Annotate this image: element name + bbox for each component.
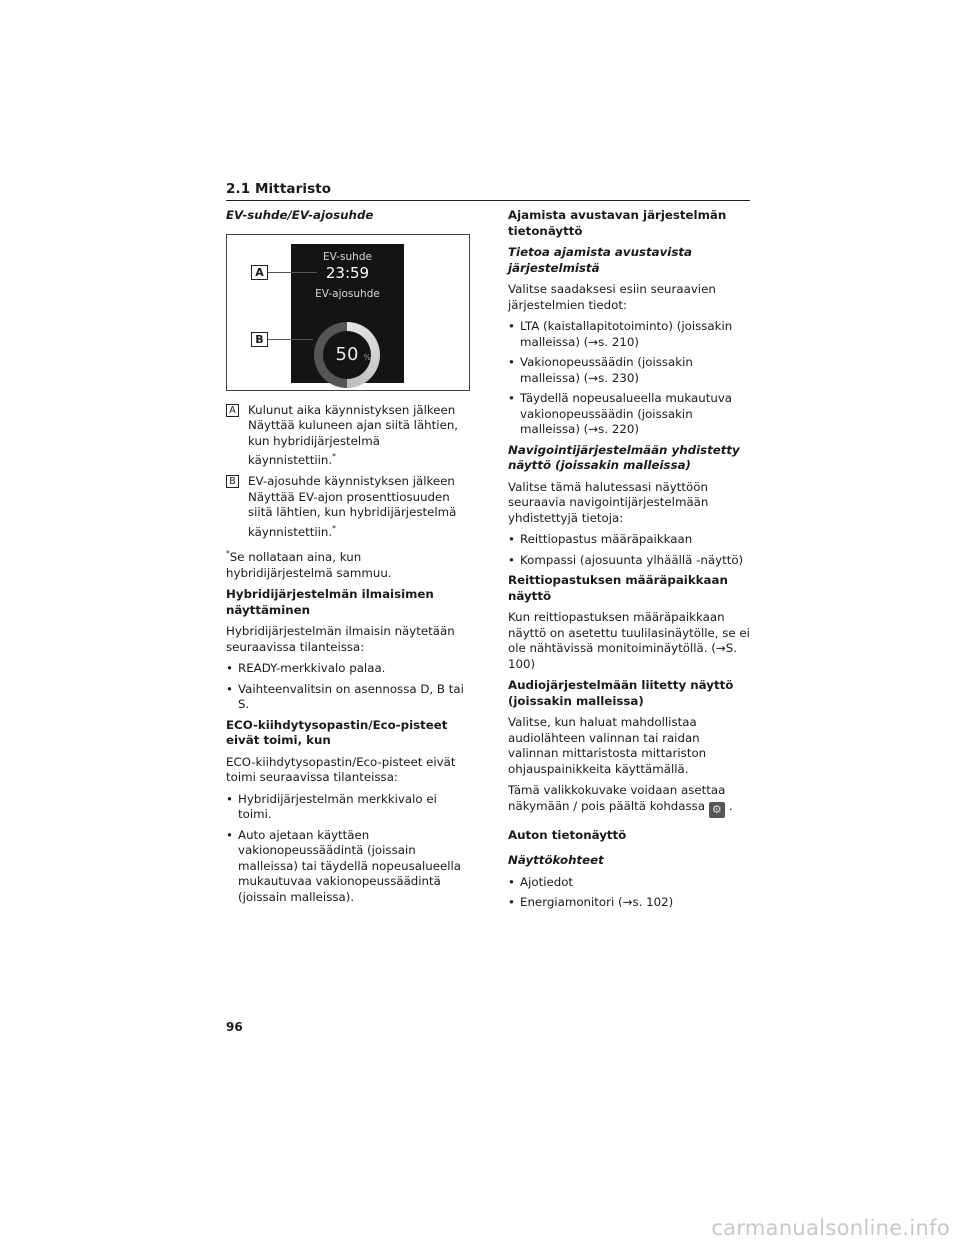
- list-item: • READY-merkkivalo palaa.: [226, 661, 471, 677]
- left-column: [226, 208, 471, 910]
- callout-b-line: [267, 339, 313, 340]
- nav-subheading: Navigointijärjestelmään yhdistetty näyttö (joissakin malleissa): [508, 442, 740, 472]
- elapsed-time: 23:59: [325, 263, 370, 282]
- item-b-badge: B: [226, 475, 239, 488]
- footnote-mark: *: [226, 549, 230, 559]
- gear-icon: ⚙: [709, 802, 725, 818]
- ev-ratio-gauge: [314, 322, 380, 388]
- gauge-value: 50: [335, 343, 359, 365]
- hybrid-text: Hybridijärjestelmän ilmaisin näytetään seuraavissa tilanteissa:: [226, 624, 455, 654]
- item-b-body: [248, 474, 471, 540]
- item-a-text: Näyttää kuluneen ajan siitä lähtien, kun hybridijärjestelmä käynnistettiin.: [248, 418, 459, 467]
- callout-b: B: [251, 332, 268, 347]
- eco-text: ECO-kiihdytysopastin/Eco-pisteet eivät toimi seuraavissa tilanteissa:: [226, 754, 456, 785]
- das-text: Valitse saadaksesi esiin seuraavien järjestelmien tiedot:: [508, 282, 716, 312]
- footnote: [226, 546, 471, 581]
- gauge-unit: %: [363, 352, 371, 362]
- list-item: • Ajotiedot: [508, 875, 753, 891]
- ev-ratio-figure: [226, 234, 470, 391]
- item-b: [226, 474, 471, 540]
- nav-text: Valitse tämä halutessasi näyttöön seuraavia navigointijärjestelmään yhdistettyjä tietoja:: [508, 479, 709, 525]
- meter-screen: [291, 244, 404, 383]
- list-item: • Hybridijärjestelmän merkkivalo ei toimi.: [226, 792, 471, 823]
- das-heading: Ajamista avustavan järjestelmän tietonäyttö: [508, 208, 727, 238]
- ev-ratio-label: EV-suhde: [323, 250, 372, 263]
- item-a-body: [248, 403, 471, 469]
- item-a-title: Kulunut aika käynnistyksen jälkeen: [248, 402, 456, 417]
- item-b-text-wrap: [248, 490, 471, 540]
- item-a-badge: A: [226, 404, 239, 417]
- item-a-footnote-mark: *: [332, 452, 336, 461]
- audio-heading: Audiojärjestelmään liitetty näyttö (joissakin malleissa): [508, 678, 734, 708]
- page-number: 96: [226, 1020, 243, 1034]
- gauge-center: [323, 331, 371, 379]
- hybrid-heading: Hybridijärjestelmän ilmaisimen näyttäminen: [226, 587, 434, 617]
- audio-text: Valitse, kun haluat mahdollistaa audiolähteen valinnan tai raidan valinnan mittaristosta mittariston ohjauspainikkeita käyttämällä.: [508, 715, 707, 776]
- footnote-text: Se nollataan aina, kun hybridijärjestelmä sammuu.: [226, 550, 392, 580]
- section-header: [226, 178, 750, 201]
- item-a-text-wrap: [248, 418, 471, 468]
- list-item: • Täydellä nopeusalueella mukautuva vakionopeussäädin (joissakin malleissa) (→s. 220): [508, 391, 753, 438]
- audio-menu-text: [508, 783, 753, 818]
- audio-menu-text-end: .: [728, 798, 733, 813]
- list-item: • Vakionopeussäädin (joissakin malleissa) (→s. 230): [508, 355, 753, 386]
- list-item: • Kompassi (ajosuunta ylhäällä -näyttö): [508, 553, 753, 569]
- list-item: • Auto ajetaan käyttäen vakionopeussäädintä (joissain malleissa) tai täydellä nopeusalueella mukautuvaa vakionopeussäädintä (joissain malleissa).: [226, 828, 471, 906]
- item-b-title: EV-ajosuhde käynnistyksen jälkeen: [248, 474, 455, 489]
- route-text: Kun reittiopastuksen määräpaikkaan näyttö on asetettu tuulilasinäytölle, se ei ole nähtävissä monitoiminäytöllä. (→S. 100): [508, 610, 750, 671]
- list-item: • Reittiopastus määräpaikkaan: [508, 532, 753, 548]
- item-a: [226, 403, 471, 469]
- display-items-subheading: Näyttökohteet: [508, 853, 604, 867]
- das-subheading: Tietoa ajamista avustavista järjestelmistä: [508, 245, 692, 275]
- list-item: • Energiamonitori (→s. 102): [508, 895, 753, 911]
- callout-a: A: [251, 265, 268, 280]
- watermark: carmanualsonline.info: [711, 1216, 950, 1240]
- right-column: [508, 208, 753, 916]
- callout-a-line: [267, 272, 317, 273]
- section-title: 2.1 Mittaristo: [226, 181, 332, 197]
- vehicle-info-heading: Auton tietonäyttö: [508, 827, 627, 842]
- route-heading: Reittiopastuksen määräpaikkaan näyttö: [508, 573, 728, 603]
- item-b-text: Näyttää EV-ajon prosenttiosuuden siitä lähtien, kun hybridijärjestelmä käynnistettiin.: [248, 489, 457, 539]
- eco-heading: ECO-kiihdytysopastin/Eco-pisteet eivät toimi, kun: [226, 717, 448, 748]
- item-b-footnote-mark: *: [332, 523, 336, 533]
- list-item: • LTA (kaistallapitotoiminto) (joissakin malleissa) (→s. 210): [508, 319, 753, 350]
- ev-ratio-heading: EV-suhde/EV-ajosuhde: [226, 208, 374, 222]
- list-item: • Vaihteenvalitsin on asennossa D, B tai S.: [226, 682, 471, 713]
- audio-menu-text-main: Tämä valikkokuvake voidaan asettaa näkymään / pois päältä kohdassa: [508, 783, 726, 813]
- ev-drive-label: EV-ajosuhde: [315, 287, 380, 300]
